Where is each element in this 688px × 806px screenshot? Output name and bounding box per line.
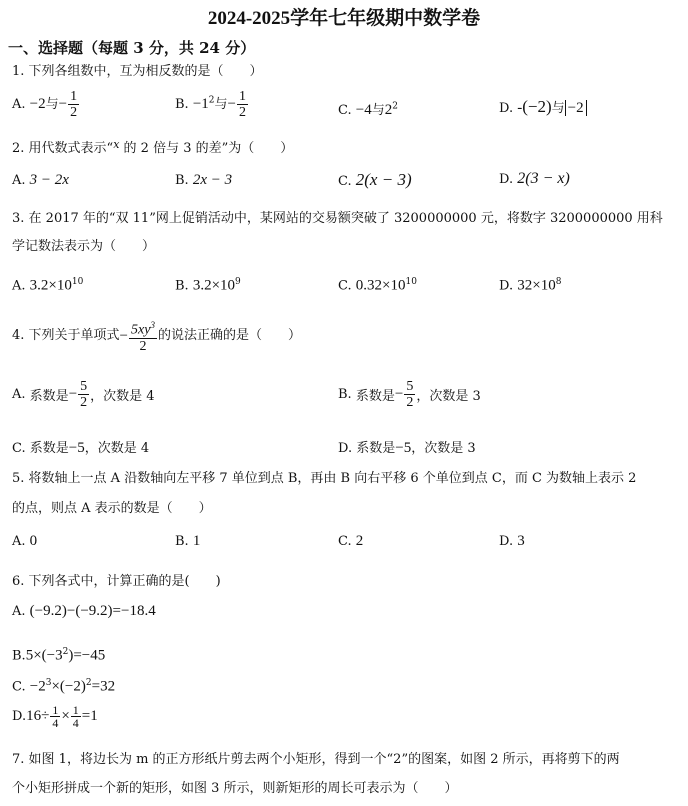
q4-option-b[interactable] <box>338 379 481 410</box>
fraction <box>237 89 248 120</box>
q5-option-a[interactable] <box>12 533 37 550</box>
option-label: A. <box>12 387 26 402</box>
option-expression: )=−45 <box>68 647 106 664</box>
numerator: 5 <box>406 379 414 394</box>
stem-text: 的 2 倍与 3 的差”为（ ） <box>119 141 294 156</box>
q5-option-d[interactable] <box>499 533 525 550</box>
option-label: D. <box>12 709 27 724</box>
option-text: 与 <box>371 103 385 118</box>
denominator: 2 <box>406 395 414 410</box>
exponent: 2 <box>208 95 215 106</box>
option-label: B. <box>338 387 352 402</box>
option-label: D. <box>499 534 514 549</box>
option-value: −5 <box>395 440 412 456</box>
option-sign: − <box>58 96 68 112</box>
option-text: 与 <box>551 101 565 116</box>
q4-option-a[interactable] <box>12 379 155 410</box>
option-expression: 2(x − 3) <box>355 170 412 189</box>
option-text: ，次数是 3 <box>416 389 481 404</box>
q3-option-c[interactable] <box>338 277 417 294</box>
question-5-line-2: 的点，则点 A 表示的数是（ ） <box>12 501 212 516</box>
exponent: 8 <box>555 277 562 287</box>
q2-option-d[interactable] <box>499 170 570 188</box>
option-expression: =32 <box>91 678 116 695</box>
option-text: 系数是 <box>355 389 395 404</box>
fraction <box>68 89 79 120</box>
fraction <box>129 318 157 354</box>
option-label: A. <box>12 278 26 294</box>
sign: − <box>394 386 404 402</box>
question-3-line-1: 3. 在 2017 年的“双 11”网上促销活动中，某网站的交易额突破了 3200000000 元，将数字 3200000000 用科 <box>12 211 663 226</box>
section-heading: 一、选择题（每题 3 分，共 24 分） <box>8 39 256 57</box>
option-text: ，次数是 3 <box>411 441 476 456</box>
question-6-stem: 6. 下列各式中，计算正确的是( ) <box>12 574 221 589</box>
option-text: ，次数是 4 <box>90 389 155 404</box>
denominator: 2 <box>80 395 88 410</box>
q2-option-a[interactable] <box>12 172 69 189</box>
option-label: A. <box>12 173 26 188</box>
numerator <box>129 318 157 339</box>
numerator: 1 <box>52 703 59 717</box>
denominator: 2 <box>239 105 247 120</box>
denominator: 4 <box>52 716 59 730</box>
option-value: 32×10 <box>517 277 556 294</box>
option-label: A. <box>12 604 26 619</box>
exponent: 9 <box>235 277 241 287</box>
option-label: C. <box>12 679 26 695</box>
exponent: 10 <box>71 277 84 287</box>
absolute-value: −2 <box>565 100 587 116</box>
question-7-line-1: 7. 如图 1，将边长为 m 的正方形纸片剪去两个小矩形，得到一个“2”的图案，如图 2 所示，再将剪下的两 <box>12 752 620 767</box>
q6-option-d[interactable] <box>12 704 98 729</box>
numerator: 1 <box>70 89 78 104</box>
question-7-line-2: 个小矩形拼成一个新的矩形，如图 3 所示，则新矩形的周长可表示为（ ） <box>12 781 458 796</box>
fraction <box>50 704 60 729</box>
option-expression: −2 <box>29 678 46 695</box>
q1-option-d[interactable] <box>499 97 587 117</box>
question-2-stem <box>12 136 293 158</box>
option-value: −1 <box>192 96 209 112</box>
stem-text: 2. 用代数式表示“ <box>12 141 114 156</box>
exponent: 3 <box>45 678 52 688</box>
stem-text: 的说法正确的是（ ） <box>157 327 301 343</box>
option-value-2: 2 <box>384 102 393 118</box>
denominator: 4 <box>72 716 79 730</box>
option-value: −4 <box>355 102 372 118</box>
q1-option-c[interactable] <box>338 99 398 119</box>
exponent: 2 <box>62 647 69 657</box>
exponent: 3 <box>150 320 155 330</box>
q6-option-b[interactable] <box>12 647 105 664</box>
denominator: 2 <box>139 338 147 354</box>
q2-option-b[interactable] <box>175 172 232 189</box>
numerator: 5 <box>80 379 88 394</box>
option-expression: (−9.2)−(−9.2)=−18.4 <box>29 603 156 619</box>
exponent: 2 <box>392 101 398 112</box>
option-label: A. <box>12 97 26 112</box>
numerator-text: 5xy <box>131 322 151 338</box>
question-3-line-2: 学记数法表示为（ ） <box>12 239 156 254</box>
option-label: B. <box>175 278 189 294</box>
option-label: B. <box>12 648 26 664</box>
q3-option-a[interactable] <box>12 277 83 294</box>
option-expression: 2x − 3 <box>192 172 233 188</box>
option-value: 3 <box>517 533 525 549</box>
question-5-line-1: 5. 将数轴上一点 A 沿数轴向左平移 7 单位到点 B，再由 B 向右平移 6 个单位到点 C，而 C 为数轴上表示 2 <box>12 471 637 486</box>
option-value: 0.32×10 <box>355 277 406 294</box>
numerator: 1 <box>239 89 247 104</box>
option-text: ，次数是 4 <box>84 441 150 456</box>
q3-option-d[interactable] <box>499 277 561 294</box>
question-1-stem: 1. 下列各组数中，互为相反数的是（ ） <box>12 64 263 79</box>
option-label: D. <box>499 172 514 187</box>
q6-option-c[interactable] <box>12 678 115 695</box>
option-label: B. <box>175 173 189 188</box>
option-label: C. <box>338 534 352 549</box>
option-value: 3.2×10 <box>29 277 72 294</box>
numerator: 1 <box>72 703 79 717</box>
question-4-stem <box>12 318 301 354</box>
q3-option-b[interactable] <box>175 277 241 294</box>
q2-option-c[interactable] <box>338 170 412 190</box>
option-value: 0 <box>29 533 38 549</box>
option-label: D. <box>499 278 514 294</box>
option-text: 与 <box>45 97 59 112</box>
option-text: 系数是 <box>29 389 69 404</box>
option-value: 1 <box>192 533 201 549</box>
option-value: - <box>517 100 523 116</box>
stem-text: 4. 下列关于单项式 <box>12 327 120 343</box>
option-label: C. <box>338 174 352 189</box>
option-expression: =1 <box>81 708 98 724</box>
denominator: 2 <box>70 105 78 120</box>
option-value: 3.2×10 <box>192 277 236 294</box>
parenthesized-value: (−2) <box>522 97 552 116</box>
option-label: D. <box>499 101 514 116</box>
option-expression: 3 − 2x <box>29 172 69 188</box>
option-label: C. <box>338 278 352 294</box>
option-value: −2 <box>29 96 46 112</box>
option-text: 系数是 <box>356 441 396 456</box>
option-expression: 5×(−3 <box>25 647 63 664</box>
fraction <box>78 379 89 410</box>
option-label: D. <box>338 441 353 456</box>
option-text: 与 <box>214 97 228 112</box>
option-expression: 2(3 − x) <box>517 170 570 187</box>
sign: − <box>119 327 129 344</box>
q4-option-c[interactable] <box>12 437 149 457</box>
q5-option-c[interactable] <box>338 533 363 550</box>
fraction <box>71 704 81 729</box>
sign: − <box>68 386 78 402</box>
option-value: 2 <box>355 533 364 549</box>
option-expression: × <box>61 708 70 724</box>
option-label: B. <box>175 97 189 112</box>
exponent: 2 <box>85 678 92 688</box>
q5-option-b[interactable] <box>175 533 200 550</box>
variable: x <box>113 138 120 151</box>
option-text: 系数是 <box>29 441 69 456</box>
option-label: B. <box>175 534 189 549</box>
option-label: C. <box>338 103 352 118</box>
option-expression: 16÷ <box>26 708 50 724</box>
option-value: −5 <box>68 440 85 456</box>
q6-option-a[interactable] <box>12 603 156 620</box>
option-label: C. <box>12 441 26 456</box>
q1-option-a[interactable] <box>12 89 80 120</box>
q1-option-b[interactable] <box>175 89 249 120</box>
option-expression: ×(−2) <box>51 678 86 695</box>
q4-option-d[interactable] <box>338 437 476 457</box>
page-title: 2024-2025学年七年级期中数学卷 <box>207 8 481 29</box>
option-label: A. <box>12 534 26 549</box>
option-sign: − <box>227 96 237 112</box>
exponent: 10 <box>405 277 417 287</box>
fraction <box>404 379 415 410</box>
